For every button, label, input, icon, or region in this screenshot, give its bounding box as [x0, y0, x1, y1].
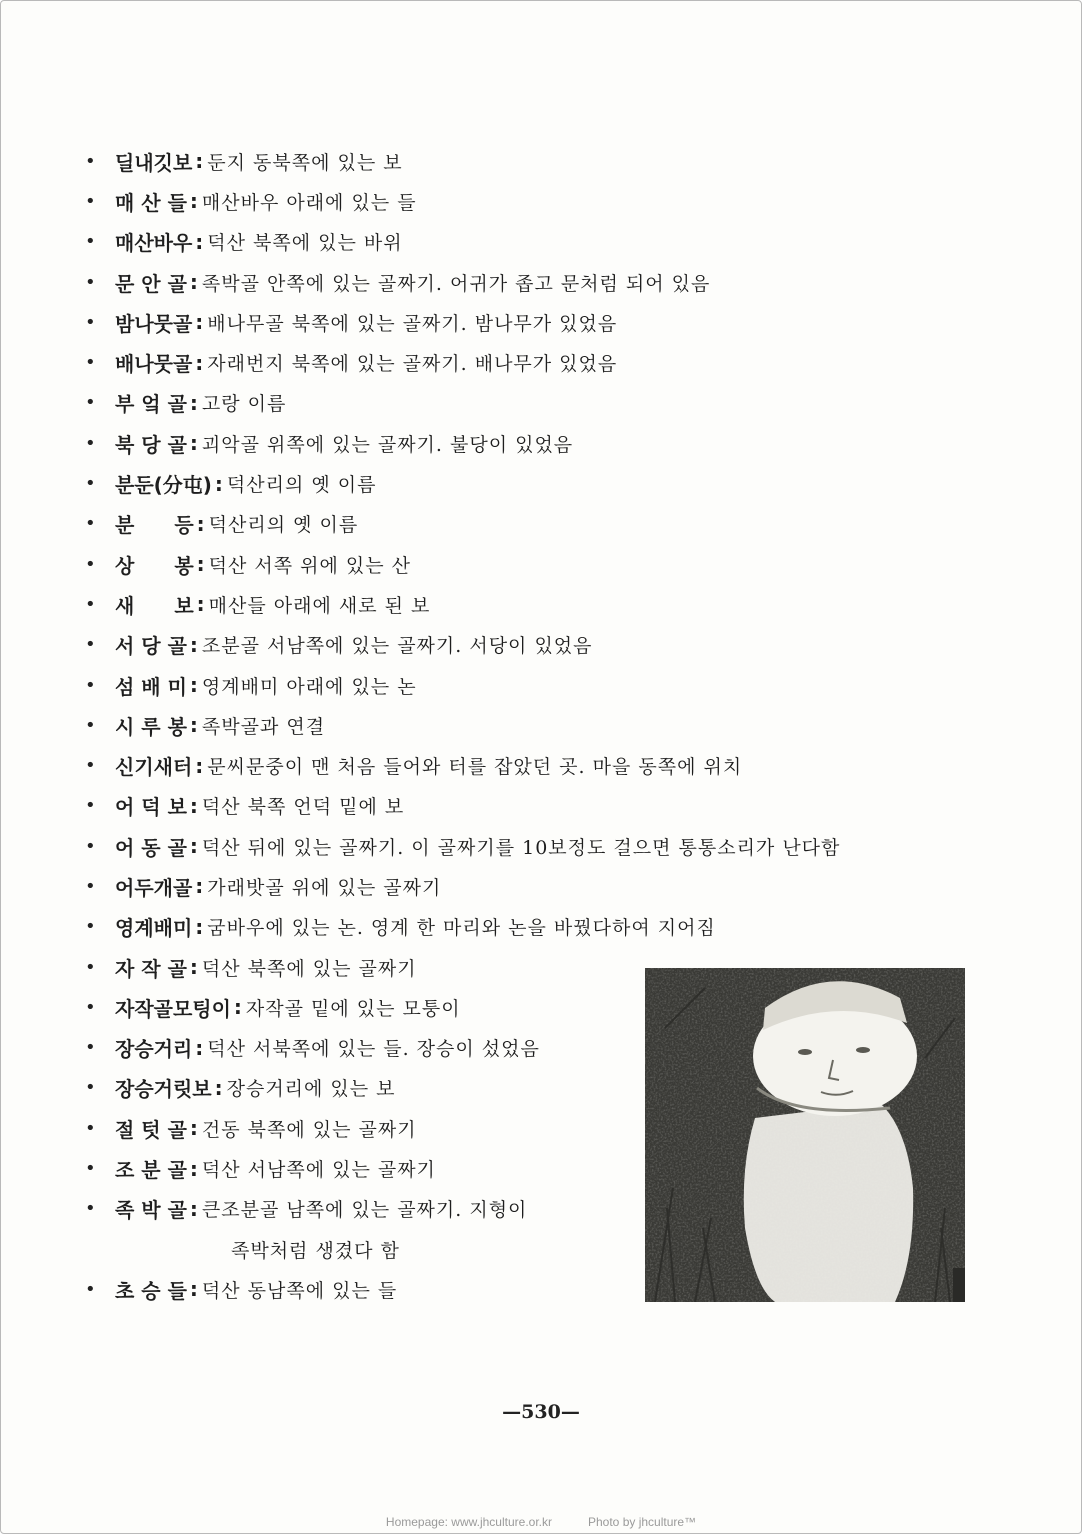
entry-description: 장승거리에 있는 보	[226, 1078, 396, 1101]
bullet-icon: •	[85, 674, 96, 696]
entry-description: 족박골 안쪽에 있는 골짜기. 어귀가 좁고 문처럼 되어 있음	[201, 272, 711, 295]
entry-separator: :	[195, 1035, 204, 1060]
entry-separator: :	[189, 189, 198, 214]
entry-separator: :	[195, 753, 204, 778]
entry-description: 고랑 이름	[201, 393, 287, 416]
entry-separator: :	[195, 310, 204, 335]
entry-description: 매산바우 아래에 있는 들	[201, 191, 417, 214]
footer-homepage: Homepage: www.jhculture.or.kr	[385, 1515, 552, 1529]
entry-separator: :	[195, 149, 204, 174]
list-item	[85, 584, 965, 624]
entry-term: 분둔(分屯)	[115, 473, 212, 498]
entry-separator: :	[189, 390, 198, 415]
entry-separator: :	[195, 914, 204, 939]
bullet-icon: •	[85, 432, 96, 454]
bullet-icon: •	[85, 1037, 96, 1059]
entry-term: 족 박 골	[115, 1198, 187, 1223]
bullet-icon: •	[85, 553, 96, 575]
entry-term: 상 봉	[115, 553, 194, 578]
entry-term: 부 엌 골	[115, 392, 187, 417]
entry-separator: :	[189, 1196, 198, 1221]
footer-credits	[1, 1515, 1081, 1529]
entry-term: 딜내깃보	[115, 150, 193, 175]
entry-separator: :	[196, 592, 205, 617]
entry-term: 자 작 골	[115, 956, 187, 981]
entry-separator: :	[189, 431, 198, 456]
bullet-icon: •	[85, 150, 96, 172]
entry-separator: :	[195, 350, 204, 375]
entry-term: 섬 배 미	[115, 674, 187, 699]
entry-description: 굼바우에 있는 논. 영계 한 마리와 논을 바꿨다하여 지어짐	[207, 917, 716, 940]
bullet-icon: •	[85, 875, 96, 897]
entry-separator: :	[189, 270, 198, 295]
entry-description: 둔지 동북쪽에 있는 보	[207, 151, 403, 174]
entry-term: 어두개골	[115, 875, 193, 900]
entry-separator: :	[189, 1277, 198, 1302]
entry-term: 배나뭇골	[115, 352, 193, 377]
bullet-icon: •	[85, 634, 96, 656]
entry-description: 덕산 동남쪽에 있는 들	[201, 1279, 398, 1302]
bullet-icon: •	[85, 271, 96, 293]
stone-statue-photo	[645, 968, 965, 1302]
list-item	[85, 141, 965, 181]
entry-term: 북 당 골	[115, 432, 187, 457]
entry-description: 가래밧골 위에 있는 골짜기	[207, 876, 442, 899]
bullet-icon: •	[85, 1278, 96, 1300]
bullet-icon: •	[85, 311, 96, 333]
bullet-icon: •	[85, 956, 96, 978]
page-number: —530—	[502, 1401, 580, 1423]
bullet-icon: •	[85, 996, 96, 1018]
bullet-icon: •	[85, 835, 96, 857]
list-item	[85, 222, 965, 262]
entry-description: 덕산 서남쪽에 있는 골짜기	[201, 1159, 436, 1182]
entry-term: 어 동 골	[115, 835, 187, 860]
list-item	[85, 705, 965, 745]
entry-separator: :	[195, 229, 204, 254]
list-item	[85, 342, 965, 382]
list-item	[85, 665, 965, 705]
bullet-icon: •	[85, 1117, 96, 1139]
entry-term: 매산바우	[115, 231, 193, 256]
list-item	[85, 866, 965, 906]
entry-separator: :	[214, 471, 223, 496]
entry-description: 조분골 서남쪽에 있는 골짜기. 서당이 있었음	[201, 635, 593, 658]
entry-description: 괴악골 위쪽에 있는 골짜기. 불당이 있었음	[201, 433, 574, 456]
bullet-icon: •	[85, 593, 96, 615]
entry-description: 영계배미 아래에 있는 논	[201, 675, 417, 698]
list-item	[85, 423, 965, 463]
list-item	[85, 181, 965, 221]
bullet-icon: •	[85, 714, 96, 736]
entry-term: 새 보	[115, 593, 194, 618]
entry-term: 장승거리	[115, 1037, 193, 1062]
entry-description: 배나무골 북쪽에 있는 골짜기. 밤나무가 있었음	[207, 312, 618, 335]
entry-term: 신기새터	[115, 755, 193, 780]
entry-description: 덕산 서쪽 위에 있는 산	[208, 554, 411, 577]
list-item	[85, 907, 965, 947]
bullet-icon: •	[85, 231, 96, 253]
entry-term: 분 등	[115, 513, 194, 538]
entry-term: 장승거릿보	[115, 1077, 212, 1102]
entry-separator: :	[189, 793, 198, 818]
bullet-icon: •	[85, 473, 96, 495]
list-item	[85, 302, 965, 342]
list-item	[85, 625, 965, 665]
entry-description: 덕산 북쪽 언덕 밑에 보	[201, 796, 405, 819]
entry-separator: :	[189, 1156, 198, 1181]
bullet-icon: •	[85, 1158, 96, 1180]
entry-description: 건동 북쪽에 있는 골짜기	[201, 1118, 417, 1141]
list-item	[85, 544, 965, 584]
bullet-icon: •	[85, 1077, 96, 1099]
entry-separator: :	[195, 874, 204, 899]
bullet-icon: •	[85, 755, 96, 777]
entry-description: 덕산 뒤에 있는 골짜기. 이 골짜기를 10보정도 걸으면 통통소리가 난다함	[201, 836, 841, 859]
entry-separator: :	[189, 834, 198, 859]
entry-separator: :	[214, 1075, 223, 1100]
entry-term: 시 루 봉	[115, 714, 187, 739]
entry-description: 문씨문중이 맨 처음 들어와 터를 잡았던 곳. 마을 동쪽에 위치	[207, 756, 743, 779]
entry-separator: :	[233, 995, 242, 1020]
bullet-icon: •	[85, 513, 96, 535]
entry-separator: :	[189, 713, 198, 738]
bullet-icon: •	[85, 1198, 96, 1220]
entry-description: 족박골과 연결	[201, 715, 326, 738]
list-item	[85, 262, 965, 302]
entry-description: 덕산리의 옛 이름	[208, 514, 359, 537]
list-item	[85, 504, 965, 544]
entry-description: 자래번지 북쪽에 있는 골짜기. 배나무가 있었음	[207, 353, 618, 376]
entry-description-continued: 족박처럼 생겼다 함	[231, 1239, 400, 1262]
entry-description: 매산들 아래에 새로 된 보	[208, 594, 431, 617]
bullet-icon: •	[85, 795, 96, 817]
entry-description: 덕산 서북쪽에 있는 들. 장승이 섰었음	[207, 1038, 540, 1061]
bullet-icon: •	[85, 392, 96, 414]
list-item	[85, 463, 965, 503]
entry-separator: :	[189, 673, 198, 697]
bullet-icon: •	[85, 916, 96, 938]
entry-separator: :	[196, 511, 205, 536]
bullet-icon: •	[85, 352, 96, 374]
entry-term: 초 승 들	[115, 1278, 187, 1303]
entry-description: 큰조분골 남쪽에 있는 골짜기. 지형이	[201, 1199, 528, 1222]
entry-separator: :	[189, 1116, 198, 1141]
footer-photo-credit: Photo by jhculture™	[588, 1515, 697, 1529]
entry-term: 자작골모팅이	[115, 996, 231, 1021]
entry-term: 서 당 골	[115, 634, 187, 659]
entry-term: 어 덕 보	[115, 795, 187, 820]
entry-description: 덕산 북쪽에 있는 바위	[207, 232, 403, 255]
entry-description: 덕산 북쪽에 있는 골짜기	[201, 957, 417, 980]
bullet-icon: •	[85, 190, 96, 212]
entry-term: 문 안 골	[115, 271, 187, 296]
entry-separator: :	[189, 632, 198, 657]
entry-separator: :	[196, 552, 205, 577]
list-item	[85, 383, 965, 423]
list-item	[85, 826, 965, 866]
entry-description: 덕산리의 옛 이름	[226, 474, 377, 497]
entry-separator: :	[189, 955, 198, 980]
entry-term: 밤나뭇골	[115, 311, 193, 336]
list-item	[85, 745, 965, 785]
entry-term: 영계배미	[115, 916, 193, 941]
entry-term: 절 텃 골	[115, 1117, 187, 1142]
list-item	[85, 786, 965, 826]
entry-description: 자작골 밑에 있는 모퉁이	[245, 997, 461, 1020]
entry-term: 조 분 골	[115, 1158, 187, 1183]
entry-term: 매 산 들	[115, 190, 187, 215]
